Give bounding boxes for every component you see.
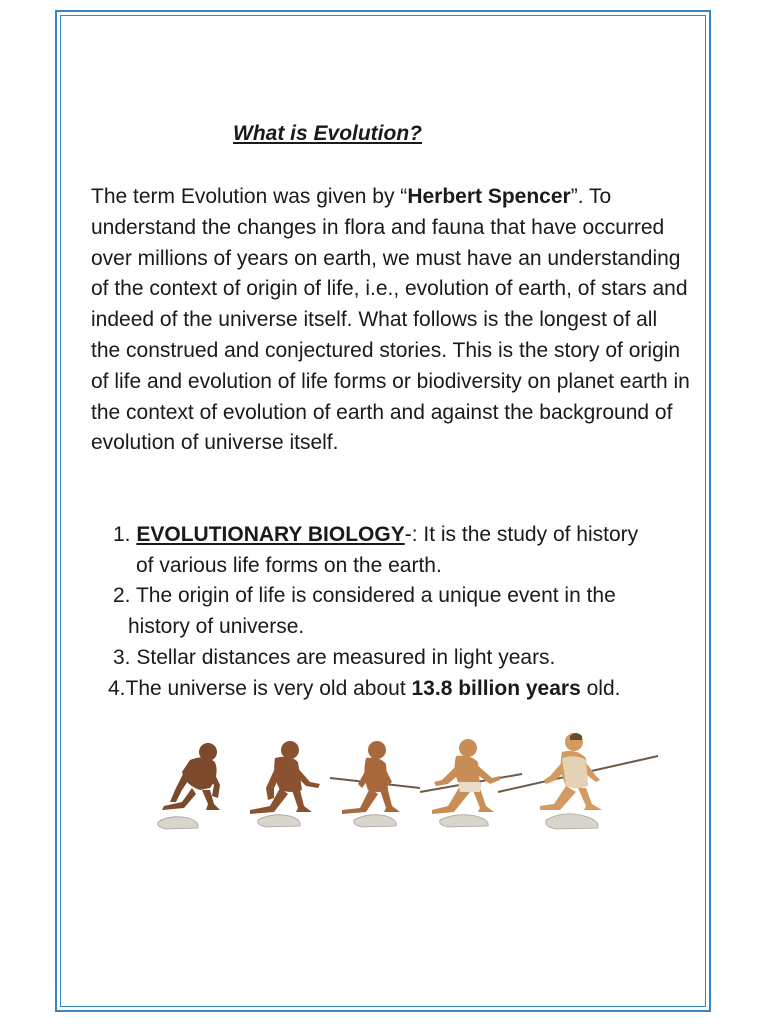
list-item-1-number: 1. [113, 523, 131, 546]
human-evolution-illustration [130, 730, 660, 840]
evolution-figure-5 [498, 733, 658, 810]
list-item-2-line-2: history of universe. [128, 615, 305, 638]
list-item-2-number: 2. [113, 584, 131, 607]
evolution-skull-1 [158, 817, 199, 829]
evolution-figure-2 [250, 741, 320, 814]
list-item-1-line-1 [113, 520, 638, 551]
list-item-4-line-1 [108, 674, 620, 705]
list-item-1-rest: -: It is the study of history [404, 523, 639, 546]
intro-paragraph [91, 182, 691, 459]
intro-pre: The term Evolution was given by “ [91, 185, 408, 208]
list-item-3-number: 3. [113, 646, 131, 669]
document-title: What is Evolution? [233, 122, 422, 145]
intro-post: ”. To understand the changes in flora and fauna that have occurred over millions of years on earth, we must have an understanding of the context of origin of life, i.e., evolution of earth, of stars and indeed of the universe itself. What follows is the longest of all the construed and conjectured stories. This is the story of origin of life and evolution of life forms or biodiversity on planet earth in the context of evolution of earth and against the background of evolution of universe itself. [91, 185, 690, 455]
list-item-3-line-1 [113, 643, 555, 674]
evolution-skull-3 [354, 815, 397, 827]
list-item-2-line-1 [113, 581, 616, 612]
list-item-1-line-2: of various life forms on the earth. [136, 554, 442, 577]
list-item-4-number: 4. [108, 677, 126, 700]
page-border-inner [60, 15, 706, 1007]
evolution-figure-4 [420, 739, 522, 814]
evolution-skull-2 [258, 815, 301, 827]
evolution-skull-5 [546, 814, 599, 829]
intro-name: Herbert Spencer [407, 185, 571, 208]
list-item-2-text: The origin of life is considered a unique event in the [135, 584, 616, 607]
list-item-4-bold: 13.8 billion years [411, 677, 581, 700]
list-item-4-pre: The universe is very old about [125, 677, 412, 700]
evolution-skull-4 [440, 815, 489, 827]
evolution-figure-3 [330, 741, 420, 814]
list-item-1-term: EVOLUTIONARY BIOLOGY [136, 523, 405, 546]
list-item-3-text: Stellar distances are measured in light years. [136, 646, 556, 669]
evolution-figure-1 [162, 743, 220, 810]
list-item-4-post: old. [580, 677, 621, 700]
